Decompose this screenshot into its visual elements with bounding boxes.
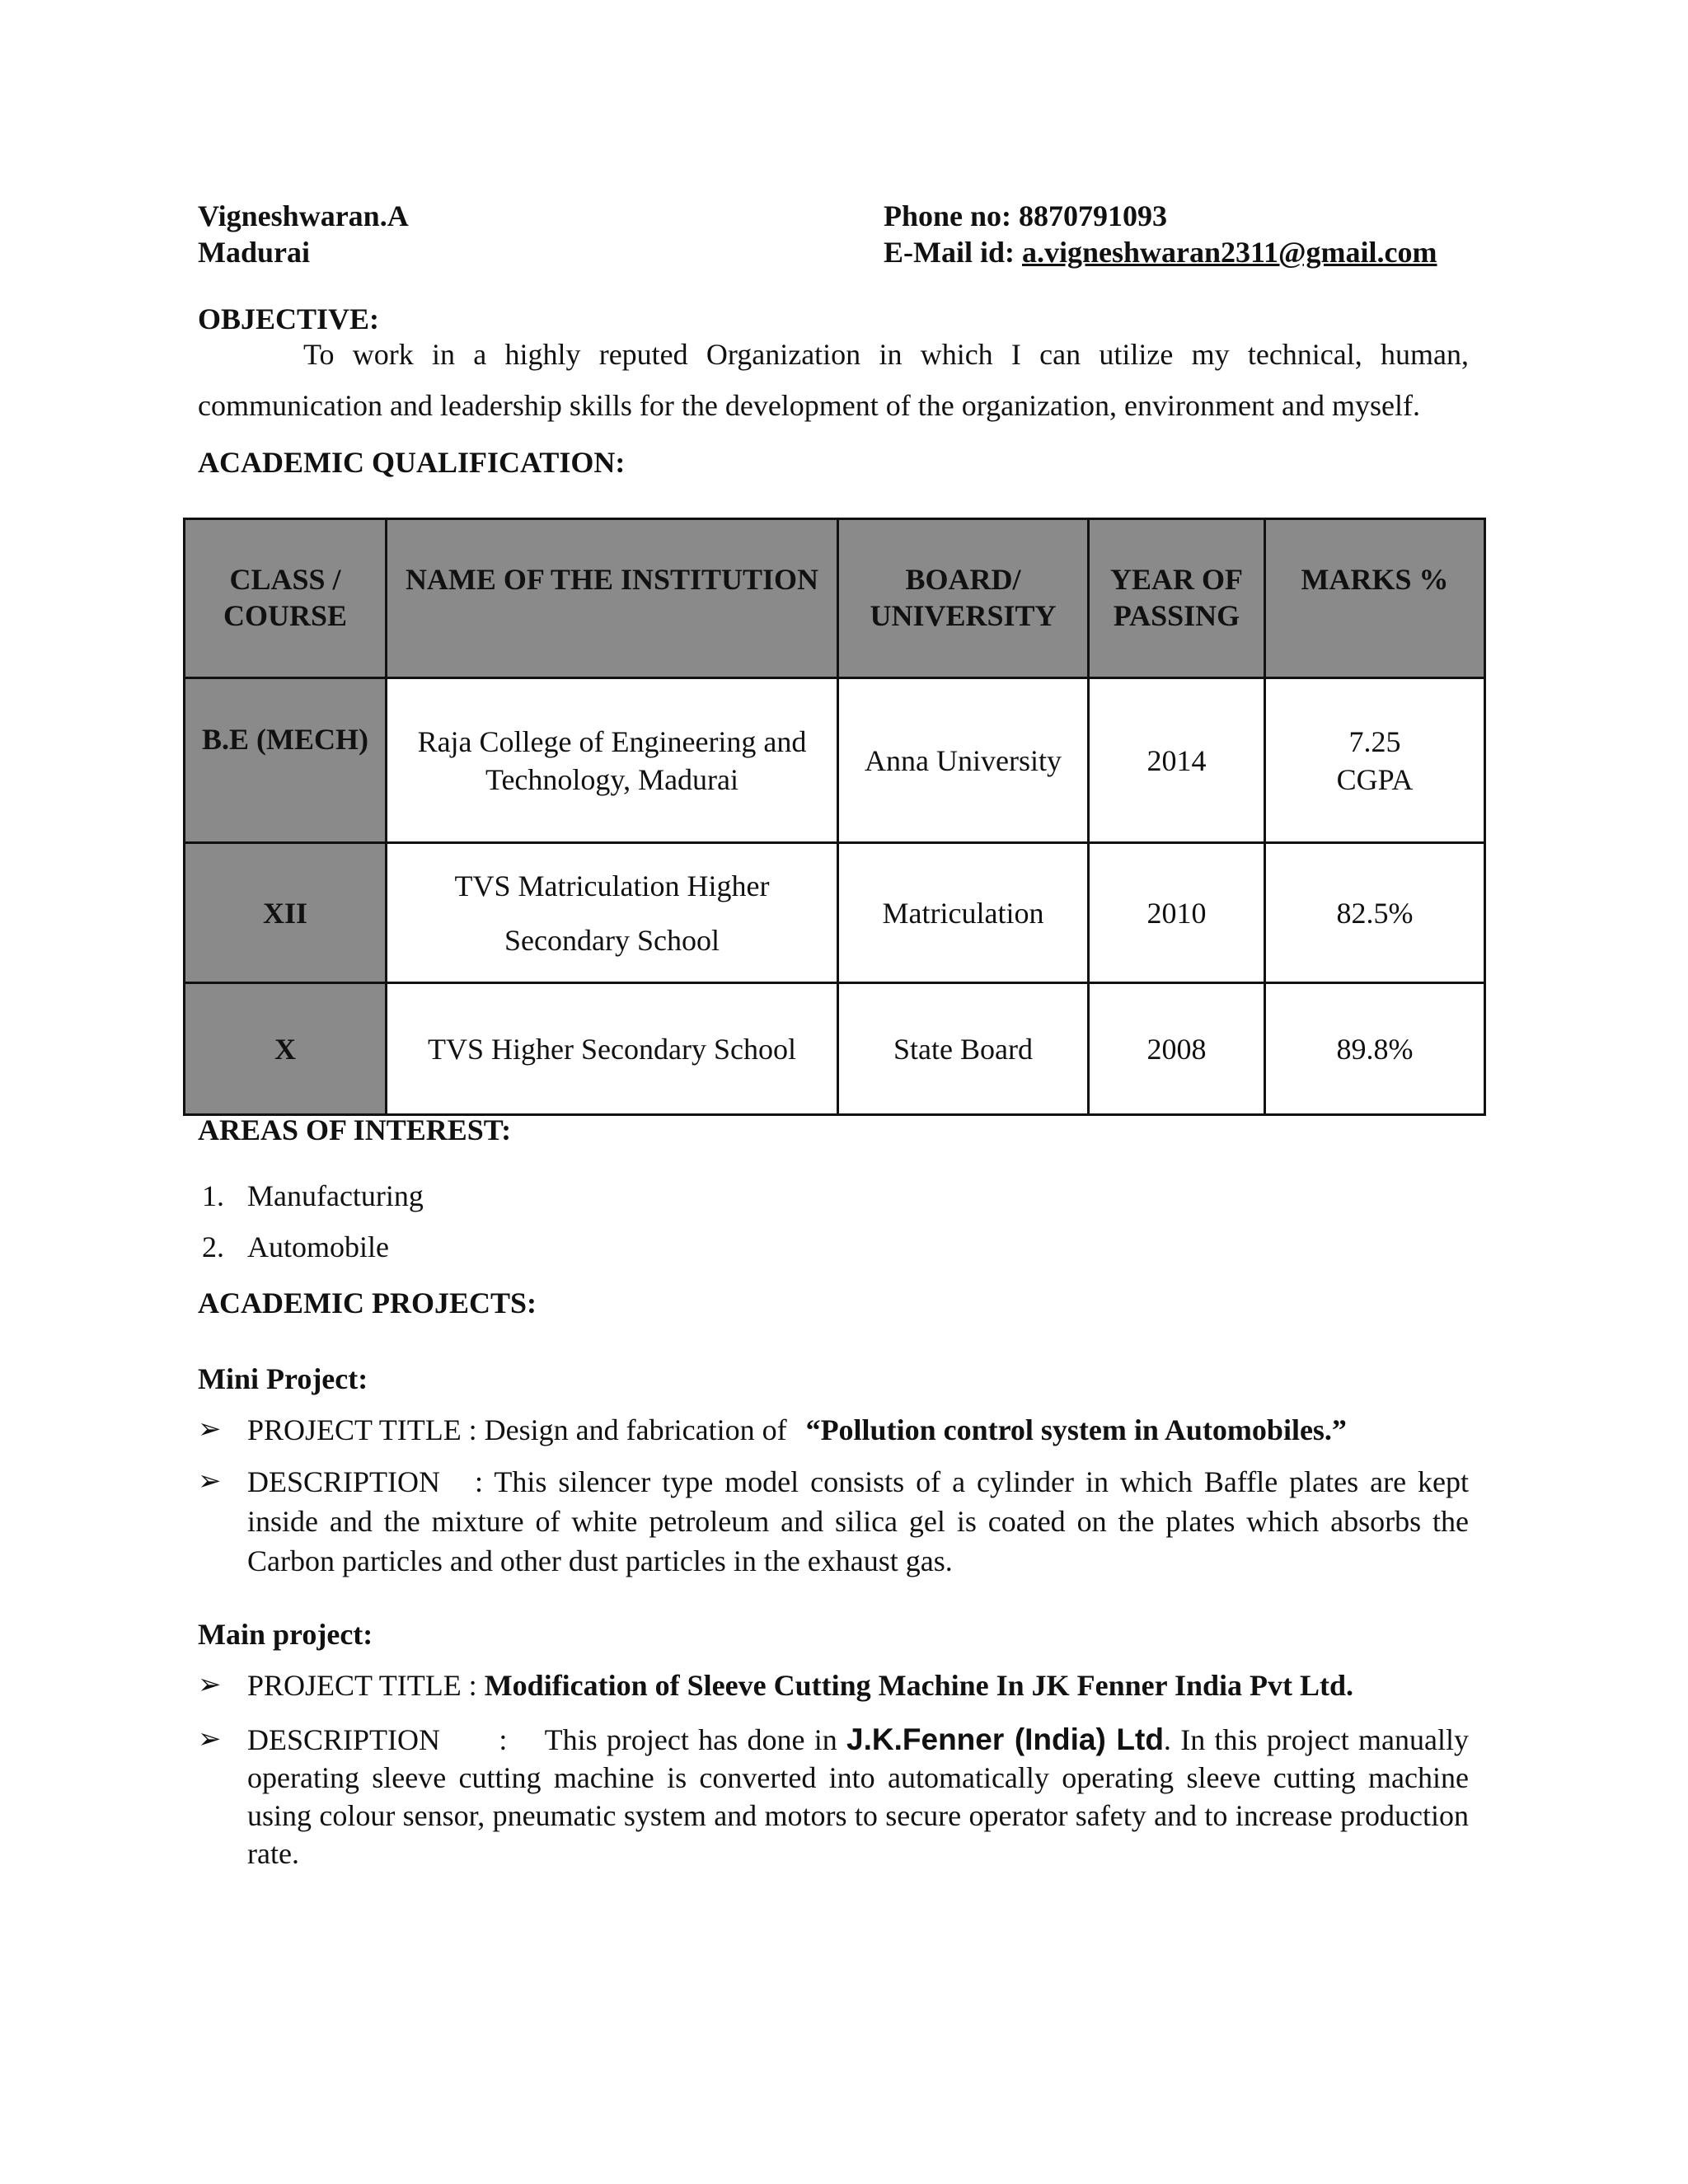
arrow-bullet-icon: ➢ bbox=[198, 1670, 222, 1700]
interests-list bbox=[202, 1170, 424, 1272]
candidate-city: Madurai bbox=[198, 236, 311, 269]
cell-marks: 82.5% bbox=[1265, 843, 1485, 983]
email-link[interactable]: a.vigneshwaran2311@gmail.com bbox=[1022, 236, 1437, 269]
cell-institution: TVS Higher Secondary School bbox=[387, 983, 838, 1115]
interests-heading: AREAS OF INTEREST: bbox=[198, 1113, 512, 1146]
email-line bbox=[884, 234, 1437, 270]
projects-heading: ACADEMIC PROJECTS: bbox=[198, 1286, 537, 1319]
cell-course: X bbox=[185, 983, 387, 1115]
cell-institution: Raja College of Engineering and Technology, Madurai bbox=[387, 678, 838, 843]
cell-marks: 7.25 CGPA bbox=[1265, 678, 1485, 843]
arrow-bullet-icon: ➢ bbox=[198, 1724, 222, 1755]
qualification-table bbox=[183, 518, 1486, 1116]
cell-year: 2010 bbox=[1089, 843, 1265, 983]
email-label: E-Mail id: bbox=[884, 236, 1015, 269]
table-row bbox=[185, 983, 1485, 1115]
company-name: J.K.Fenner (India) Ltd bbox=[846, 1722, 1164, 1756]
col-class-course: CLASS / COURSE bbox=[185, 519, 387, 678]
arrow-bullet-icon: ➢ bbox=[198, 1414, 222, 1445]
cell-year: 2008 bbox=[1089, 983, 1265, 1115]
cell-marks: 89.8% bbox=[1265, 983, 1485, 1115]
objective-heading: OBJECTIVE: bbox=[198, 302, 380, 335]
cell-board: Anna University bbox=[838, 678, 1089, 843]
list-item: 1. Manufacturing bbox=[202, 1179, 424, 1212]
col-institution: NAME OF THE INSTITUTION bbox=[387, 519, 838, 678]
objective-line-2: communication and leadership skills for the development of the organization, environment and myself. bbox=[198, 389, 1420, 422]
objective-line-1: To work in a highly reputed Organization in which I can utilize my technical, human, bbox=[303, 338, 1469, 371]
candidate-name: Vigneshwaran.A bbox=[198, 199, 409, 232]
cell-institution: TVS Matriculation Higher Secondary School bbox=[387, 843, 838, 983]
phone-line bbox=[884, 198, 1167, 234]
mini-project-title: ➢ PROJECT TITLE : Design and fabrication of “Pollution control system in Automobiles.” bbox=[198, 1413, 1347, 1446]
table-row bbox=[185, 843, 1485, 983]
cell-course: XII bbox=[185, 843, 387, 983]
phone-label: Phone no: bbox=[884, 199, 1012, 232]
main-project-title: ➢ PROJECT TITLE : Modification of Sleeve Cutting Machine In JK Fenner India Pvt Ltd. bbox=[198, 1669, 1354, 1702]
academic-heading: ACADEMIC QUALIFICATION: bbox=[198, 446, 626, 479]
cell-year: 2014 bbox=[1089, 678, 1265, 843]
cell-course: B.E (MECH) bbox=[185, 678, 387, 843]
list-item: 2. Automobile bbox=[202, 1230, 389, 1263]
table-header-row bbox=[185, 519, 1485, 678]
col-board: BOARD/ UNIVERSITY bbox=[838, 519, 1089, 678]
arrow-bullet-icon: ➢ bbox=[198, 1466, 222, 1497]
col-year: YEAR OF PASSING bbox=[1089, 519, 1265, 678]
main-project-heading: Main project: bbox=[198, 1618, 373, 1651]
main-project-description: ➢ DESCRIPTION : This project has done in J.K.Fenner (India) Ltd. In this project manually operating sleeve cutting machine is converted into automatically operating sleeve cutting machine using colour sensor, pneumatic system and motors to secure operator safety and to increase production rate. bbox=[198, 1722, 1470, 1870]
mini-project-description: ➢ DESCRIPTION : This silencer type model consists of a cylinder in which Baffle plates are kept inside and the mixture of white petroleum and silica gel is coated on the plates which absorbs the Carbon particles and other dust particles in the exhaust gas. bbox=[247, 1462, 1469, 1581]
cell-board: State Board bbox=[838, 983, 1089, 1115]
mini-project-heading: Mini Project: bbox=[198, 1362, 368, 1395]
cell-board: Matriculation bbox=[838, 843, 1089, 983]
phone-number: 8870791093 bbox=[1019, 199, 1168, 232]
table-row bbox=[185, 678, 1485, 843]
col-marks: MARKS % bbox=[1265, 519, 1485, 678]
